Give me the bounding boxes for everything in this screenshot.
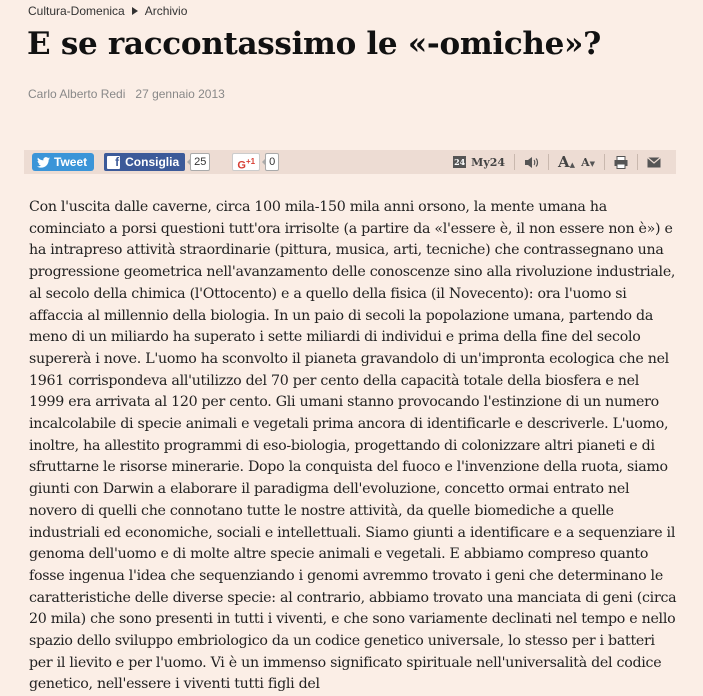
chevron-right-icon xyxy=(132,7,138,15)
caret-up-icon: ▲ xyxy=(569,160,576,169)
google-plus-count: 0 xyxy=(265,153,279,171)
tweet-button[interactable] xyxy=(32,153,94,171)
breadcrumb-item-cultura-domenica[interactable]: Cultura-Domenica xyxy=(28,4,125,18)
print-icon xyxy=(614,156,628,169)
font-increase-icon: A xyxy=(558,153,570,171)
font-increase-button[interactable] xyxy=(558,153,575,171)
facebook-like-button[interactable] xyxy=(104,153,185,171)
speaker-icon xyxy=(524,156,539,169)
my24-icon: 24 xyxy=(454,157,466,167)
email-button[interactable] xyxy=(638,150,670,174)
print-button[interactable] xyxy=(605,150,637,174)
facebook-like-count: 25 xyxy=(190,153,210,171)
publish-date: 27 gennaio 2013 xyxy=(135,87,225,101)
email-icon xyxy=(647,157,661,168)
author-name: Carlo Alberto Redi xyxy=(28,87,126,101)
facebook-like-label: Consiglia xyxy=(125,155,180,169)
font-size-controls xyxy=(549,150,604,174)
article-tools xyxy=(444,150,670,174)
page-title: E se raccontassimo le «-omiche»? xyxy=(27,26,601,62)
google-plus-icon: G xyxy=(237,159,246,172)
font-decrease-button[interactable] xyxy=(581,155,595,169)
twitter-bird-icon xyxy=(37,157,50,168)
breadcrumb xyxy=(28,4,187,18)
my24-label: My24 xyxy=(471,155,506,169)
byline xyxy=(28,87,225,101)
google-plus-button[interactable] xyxy=(232,153,260,171)
facebook-icon: f xyxy=(107,156,120,169)
share-toolbar xyxy=(24,150,676,174)
font-decrease-icon: A xyxy=(581,156,590,169)
my24-button[interactable] xyxy=(444,150,514,174)
article-paragraph: Con l'uscita dalle caverne, circa 100 mila-150 mila anni orsono, la mente umana ha cominciato a porsi questioni tutt'ora irrisolte (a partire da «l'essere è, il non essere non è») e ha intrapreso attività straordinarie (pittura, musica, arti, tecniche) che contrassegnano una progressione geometrica nell'avanzamento delle conoscenze sino alla rivoluzione industriale, al secolo della chimica (l'Ottocento) e a quello della fisica (il Novecento): ora l'uomo si affaccia al millennio della biologia. In un paio di secoli la popolazione umana, partendo da meno di un miliardo ha superato i sette miliardi di individui e prima della fine del secolo supererà i nove. L'uomo ha sconvolto il pianeta gravandolo di un'impronta ecologica che nel 1961 corrispondeva all'utilizzo del 70 per cento della capacità totale della biosfera e nel 1999 era arrivata al 120 per cento. Gli umani stanno provocando l'estinzione di un numero incalcolabile di specie animali e vegetali prima ancora di identificarle e descriverle. L'uomo, inoltre, ha allestito programmi di eso-biologia, progettando di colonizzare altri pianeti e di sfruttarne le risorse minerarie. Dopo la conquista del fuoco e l'invenzione della ruota, siamo giunti con Darwin a elaborare il paradigma dell'evoluzione, concetto ormai entrato nel novero di quelli che connotano tutte le nostre attività, da quelle biomediche a quelle industriali ed economiche, sociali e intellettuali. Siamo giunti a identificare e a sequenziare il genoma dell'uomo e di molte altre specie animali e vegetali. E abbiamo compreso quanto fosse ingenua l'idea che sequenziando i genomi avremmo trovato i geni che determinano le caratteristiche delle diverse specie: al contrario, abbiamo trovato una manciata di geni (circa 20 mila) che sono presenti in tutti i viventi, e che sono variamente declinati nel tempo e nello spazio dello sviluppo embriologico da un codice genetico universale, lo stesso per i batteri per il lievito e per l'uomo. Vi è un immenso significato spirituale nell'universalità del codice genetico, nell'essere i viventi tutti figli del xyxy=(29,199,677,693)
article-body xyxy=(29,197,677,696)
tweet-label: Tweet xyxy=(54,155,88,169)
breadcrumb-item-archivio[interactable]: Archivio xyxy=(144,4,188,18)
google-plus-sup: +1 xyxy=(245,157,256,166)
caret-down-icon: ▼ xyxy=(589,159,595,168)
listen-button[interactable] xyxy=(515,150,548,174)
